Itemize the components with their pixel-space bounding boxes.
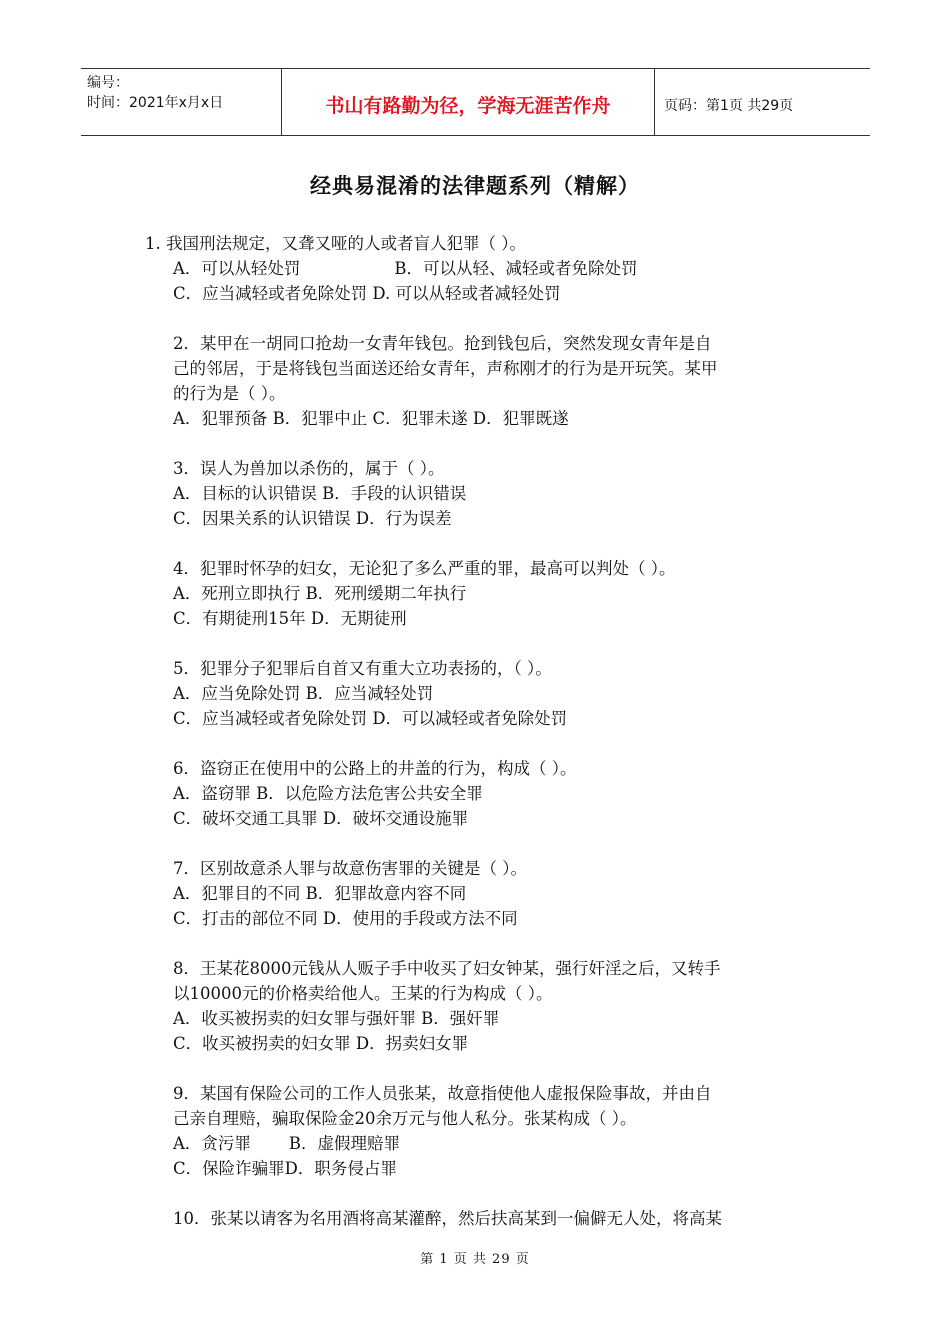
question-5 xyxy=(173,656,813,731)
option-line: C．有期徒刑15年 D．无期徒刑 xyxy=(173,609,407,628)
option-line: A．收买被拐卖的妇女罪与强奸罪 B．强奸罪 xyxy=(173,1009,500,1028)
header-page-info: 页码：第1页 共29页 xyxy=(664,98,794,114)
header-divider xyxy=(654,69,655,135)
option-line: C．破坏交通工具罪 D．破坏交通设施罪 xyxy=(173,809,469,828)
option-line: A．犯罪目的不同 B．犯罪故意内容不同 xyxy=(173,884,467,903)
question-9 xyxy=(173,1081,813,1181)
question-4 xyxy=(173,556,813,631)
header-time-label: 时间：2021年x月x日 xyxy=(87,95,224,111)
option-line: A．死刑立即执行 B．死刑缓期二年执行 xyxy=(173,584,467,603)
option-b: B．虚假理赔罪 xyxy=(288,1134,401,1153)
question-stem: 3．误人为兽加以杀伤的，属于（ ）。 xyxy=(173,459,445,478)
option-line xyxy=(173,256,813,281)
question-stem: 6．盗窃正在使用中的公路上的井盖的行为，构成（ ）。 xyxy=(173,759,577,778)
question-stem: 10．张某以请客为名用酒将高某灌醉，然后扶高某到一偏僻无人处，将高某 xyxy=(173,1209,722,1228)
question-stem: 7．区别故意杀人罪与故意伤害罪的关键是（ ）。 xyxy=(173,859,527,878)
question-stem: 8．王某花8000元钱从人贩子手中收买了妇女钟某，强行奸淫之后，又转手 xyxy=(173,959,721,978)
question-stem: 2．某甲在一胡同口抢劫一女青年钱包。抢到钱包后，突然发现女青年是自 xyxy=(173,334,712,353)
header-number-label: 编号： xyxy=(87,75,129,91)
option-line: C．收买被拐卖的妇女罪 D．拐卖妇女罪 xyxy=(173,1034,469,1053)
page-header xyxy=(81,68,870,136)
question-6 xyxy=(173,756,813,831)
header-meta xyxy=(87,73,223,113)
option-line: A．应当免除处罚 B．应当减轻处罚 xyxy=(173,684,434,703)
option-line: C．保险诈骗罪D．职务侵占罪 xyxy=(173,1159,397,1178)
question-stem: 4．犯罪时怀孕的妇女，无论犯了多么严重的罪，最高可以判处（ ）。 xyxy=(173,559,676,578)
option-line: A．犯罪预备 B．犯罪中止 C．犯罪未遂 D．犯罪既遂 xyxy=(173,409,569,428)
question-3 xyxy=(173,456,813,531)
document-title: 经典易混淆的法律题系列（精解） xyxy=(310,174,640,198)
question-stem: 的行为是（ ）。 xyxy=(173,384,286,403)
option-line xyxy=(173,1131,813,1156)
question-1 xyxy=(145,231,813,306)
option-line: A．目标的认识错误 B．手段的认识错误 xyxy=(173,484,467,503)
question-stem: 9．某国有保险公司的工作人员张某，故意指使他人虚报保险事故，并由自 xyxy=(173,1084,712,1103)
option-line: C．打击的部位不同 D．使用的手段或方法不同 xyxy=(173,909,518,928)
question-10 xyxy=(173,1206,813,1231)
page-footer: 第 1 页 共 29 页 xyxy=(420,1252,530,1267)
question-8 xyxy=(173,956,813,1056)
option-b: B．可以从轻、减轻或者免除处罚 xyxy=(394,259,638,278)
option-line: C．应当减轻或者免除处罚 D. 可以从轻或者减轻处罚 xyxy=(173,284,561,303)
question-2 xyxy=(173,331,813,431)
option-a: A．贪污罪 xyxy=(173,1134,251,1153)
option-line: C．应当减轻或者免除处罚 D．可以减轻或者免除处罚 xyxy=(173,709,568,728)
option-line: A．盗窃罪 B．以危险方法危害公共安全罪 xyxy=(173,784,483,803)
header-motto: 书山有路勤为径，学海无涯苦作舟 xyxy=(325,95,611,117)
question-7 xyxy=(173,856,813,931)
option-a: A．可以从轻处罚 xyxy=(173,259,301,278)
question-stem: 以10000元的价格卖给他人。王某的行为构成（ ）。 xyxy=(173,984,553,1003)
question-stem: 己的邻居，于是将钱包当面送还给女青年，声称刚才的行为是开玩笑。某甲 xyxy=(173,359,718,378)
question-list xyxy=(145,231,813,1256)
question-stem: 己亲自理赔，骗取保险金20余万元与他人私分。张某构成（ ）。 xyxy=(173,1109,637,1128)
question-stem: 5．犯罪分子犯罪后自首又有重大立功表扬的，（ ）。 xyxy=(173,659,552,678)
option-line: C．因果关系的认识错误 D．行为误差 xyxy=(173,509,452,528)
question-stem: 1. 我国刑法规定，又聋又哑的人或者盲人犯罪（ ）。 xyxy=(145,234,526,253)
